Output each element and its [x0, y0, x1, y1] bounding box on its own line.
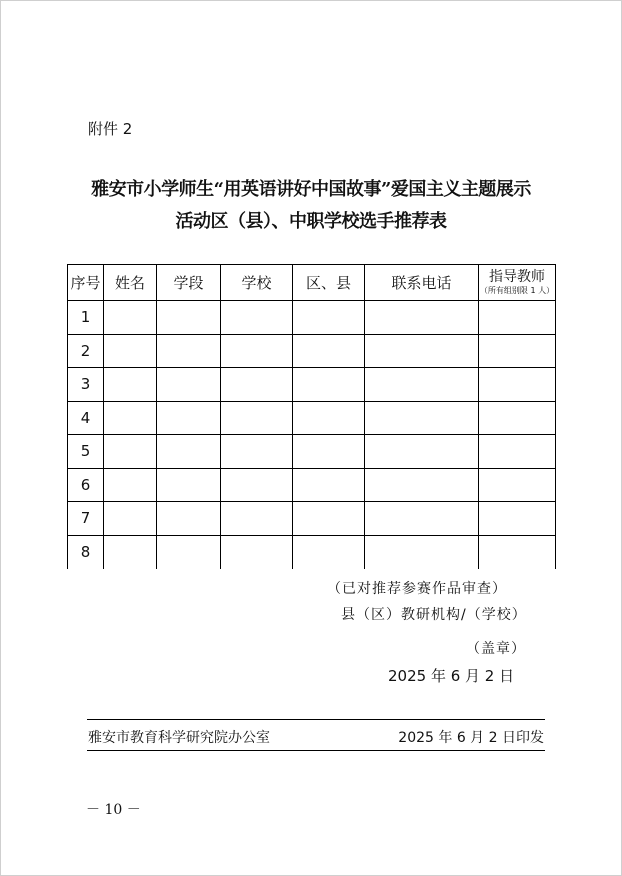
- row-number: 4: [68, 401, 104, 435]
- cell-name[interactable]: [104, 468, 157, 502]
- header-phone: 联系电话: [365, 265, 479, 301]
- cell-phone[interactable]: [365, 535, 479, 569]
- header-index: 序号: [68, 265, 104, 301]
- institution-label: 县（区）教研机构/（学校）: [341, 607, 527, 623]
- cell-school[interactable]: [221, 435, 293, 469]
- table-header-row: [68, 265, 556, 301]
- cell-stage[interactable]: [157, 301, 221, 335]
- header-teacher-note: （所有组别限 1 人）: [479, 285, 555, 295]
- cell-district[interactable]: [293, 301, 365, 335]
- footer-print-date: 2025 年 6 月 2 日印发: [398, 730, 544, 746]
- header-district: 区、县: [293, 265, 365, 301]
- cell-district[interactable]: [293, 368, 365, 402]
- cell-stage[interactable]: [157, 468, 221, 502]
- table-row: [68, 334, 556, 368]
- cell-teacher[interactable]: [479, 502, 556, 536]
- cell-district[interactable]: [293, 535, 365, 569]
- cell-phone[interactable]: [365, 368, 479, 402]
- cell-name[interactable]: [104, 535, 157, 569]
- cell-name[interactable]: [104, 502, 157, 536]
- attachment-label: 附件 2: [88, 120, 133, 138]
- review-note: （已对推荐参赛作品审查）: [327, 581, 507, 597]
- cell-teacher[interactable]: [479, 401, 556, 435]
- cell-teacher[interactable]: [479, 301, 556, 335]
- table-row: [68, 301, 556, 335]
- row-number: 1: [68, 301, 104, 335]
- cell-district[interactable]: [293, 401, 365, 435]
- header-teacher-label: 指导教师: [489, 268, 545, 285]
- cell-school[interactable]: [221, 368, 293, 402]
- cell-teacher[interactable]: [479, 334, 556, 368]
- cell-teacher[interactable]: [479, 368, 556, 402]
- cell-district[interactable]: [293, 468, 365, 502]
- page-number: － 10 －: [86, 802, 141, 818]
- row-number: 5: [68, 435, 104, 469]
- header-stage: 学段: [157, 265, 221, 301]
- cell-school[interactable]: [221, 334, 293, 368]
- cell-phone[interactable]: [365, 301, 479, 335]
- cell-phone[interactable]: [365, 401, 479, 435]
- cell-stage[interactable]: [157, 502, 221, 536]
- cell-school[interactable]: [221, 301, 293, 335]
- cell-district[interactable]: [293, 334, 365, 368]
- cell-stage[interactable]: [157, 368, 221, 402]
- cell-phone[interactable]: [365, 435, 479, 469]
- cell-teacher[interactable]: [479, 468, 556, 502]
- table-row: [68, 368, 556, 402]
- cell-name[interactable]: [104, 435, 157, 469]
- cell-stage[interactable]: [157, 535, 221, 569]
- cell-teacher[interactable]: [479, 535, 556, 569]
- table-row: [68, 468, 556, 502]
- row-number: 7: [68, 502, 104, 536]
- header-teacher: [479, 265, 556, 301]
- header-school: 学校: [221, 265, 293, 301]
- cell-school[interactable]: [221, 535, 293, 569]
- cell-stage[interactable]: [157, 435, 221, 469]
- cell-school[interactable]: [221, 401, 293, 435]
- row-number: 3: [68, 368, 104, 402]
- cell-teacher[interactable]: [479, 435, 556, 469]
- signature-date: 2025 年 6 月 2 日: [388, 667, 515, 685]
- cell-stage[interactable]: [157, 334, 221, 368]
- table-row: [68, 502, 556, 536]
- document-title-line-2: 活动区（县）、中职学校选手推荐表: [175, 211, 447, 232]
- cell-name[interactable]: [104, 368, 157, 402]
- footer-divider-top: [87, 719, 545, 720]
- cell-phone[interactable]: [365, 468, 479, 502]
- table-row: [68, 535, 556, 569]
- cell-name[interactable]: [104, 401, 157, 435]
- cell-stage[interactable]: [157, 401, 221, 435]
- row-number: 8: [68, 535, 104, 569]
- cell-district[interactable]: [293, 435, 365, 469]
- header-name: 姓名: [104, 265, 157, 301]
- footer-divider-bottom: [87, 750, 545, 751]
- document-title-line-1: 雅安市小学师生“用英语讲好中国故事”爱国主义主题展示: [91, 179, 531, 200]
- row-number: 2: [68, 334, 104, 368]
- cell-phone[interactable]: [365, 502, 479, 536]
- table-row: [68, 401, 556, 435]
- cell-name[interactable]: [104, 334, 157, 368]
- cell-school[interactable]: [221, 502, 293, 536]
- cell-phone[interactable]: [365, 334, 479, 368]
- recommendation-table: [67, 264, 556, 569]
- cell-name[interactable]: [104, 301, 157, 335]
- row-number: 6: [68, 468, 104, 502]
- cell-school[interactable]: [221, 468, 293, 502]
- footer-issuer: 雅安市教育科学研究院办公室: [88, 730, 270, 746]
- table-row: [68, 435, 556, 469]
- seal-label: （盖章）: [466, 641, 526, 657]
- cell-district[interactable]: [293, 502, 365, 536]
